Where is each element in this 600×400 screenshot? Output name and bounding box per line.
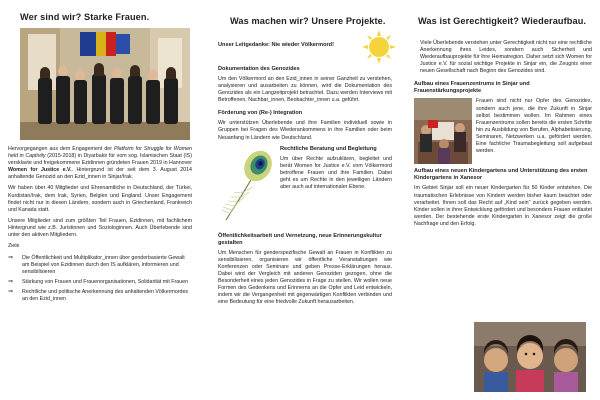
column-justice [400,0,600,400]
peacock-feather-icon [218,146,278,224]
section-documentation-text: Um den Völkermord an den Ezid_innen in seiner Ganzheit zu verstehen, analysieren und ausarbeiten zu können, wird die Dokumentation des Genozides als ein Langzeitprojekt betrachtet. Dazu werden Interviews mit Betroffenen, Nachbar_innen, Beobachter_innen u.a. geführt. [218,76,392,104]
women-center-photo [414,98,472,164]
members-paragraph: Wir haben über 40 Mitglieder und Ehrenamtliche in Deutschland, der Türkei, Kurdistan/Irak, dem Irak, Syrien, Belgien und England. Unser Engagement findet nicht nur in diesen Ländern, sondern auch in Griechenland, Frankreich und Kanada statt. [8,185,192,213]
arrow-right-icon: ⇒ [8,279,14,286]
heading-projects: Was machen wir? Unsere Projekte. [230,16,386,26]
members-background-paragraph: Unsere Mitglieder sind zum größten Teil Frauen, Ezidinnen, mit fachlichem Hintergrund wie z.B. Juristinnen und Soziologinnen. Auch Überlebende sind unter den aktiven Mitgliedern. [8,217,192,239]
section-women-center-text: Frauen sind nicht nur Opfer des Genozides, sondern auch jene, die ihre Zukunft in Sinjar selbst bestimmen wollen. Im Rahmen eines Frauenzentrums sollen bereits die ersten Schritte hin zu Ausbildung von Berufen, Alphabetisierung, Seminaren, Netzwerken u.a. gefördert werden. Eine fachliche Traumabegleitung soll aufgebaut werden. [476,98,592,155]
section-publicity-text: Um Menschen für genderspezifische Gewalt an Frauen in Konflikten zu sensibilisieren, organisieren wir öffentliche Veranstaltungen wie Konferenzen oder Seminare und geben Presse-Erklärungen heraus. Dabei wird der Vergleich mit anderen Genoziden gezogen, ohne die Besonderheit eines jeden Genozides in Frage zu stellen. Wir wollen neue Formen des Gedenkens und Erinnerns an die Opfer und Leid entwickeln, indem wir die Vergangenheit mit gegenwärtigen Konflikten verbinden und eine Bedeutung für eine friedvolle Zukunft herausarbeiten. [218,249,392,306]
goal-item: ⇒ Stärkung von Frauen und Frauenorganisationen, Solidarität mit Frauen [8,279,189,286]
group-photo [20,28,190,140]
goal-item: ⇒ Die Öffentlichkeit und Multiplikator_innen über genderbasierte Gewalt am Beispiel von Ezidinnen durch den IS aufklären, informieren und sensibilisieren [8,255,185,276]
column-who-we-are [0,0,200,400]
arrow-right-icon: ⇒ [8,289,14,296]
column-projects [200,0,400,400]
children-photo [474,322,586,392]
section-publicity-title: Öffentlichkeitsarbeit und Vernetzung, neue Erinnerungskultur gestalten [218,232,382,246]
section-documentation-title: Dokumentation des Genozides [218,66,300,72]
section-kindergarten-text: Im Gebiet Sinjar soll ein neuer Kindergarten für 50 Kinder entstehen. Die traumatischen Erlebnisse von Kindern werden bisher kaum beachtet oder verarbeitet. Ihnen soll das Recht auf „Kind sein" zurück gegeben werden. Kinder sollen in ihrer Entwicklung gefördert und besonders Frauen entlastet werden. Der bestehende erste Kindergarten in Xanesor zeigt die große Nachfrage und den Erfolg. [414,185,592,227]
section-integration-title: Förderung von (Re-) Integration [218,110,303,117]
motto: Unser Leitgedanke: Nie wieder Völkermord! [218,42,334,48]
section-women-center-title: Aufbau eines Frauenzentrums in Sinjar und Frauenstärkungsprojekte [414,81,530,95]
section-legal-title: Rechtliche Beratung und Begleitung [280,145,377,152]
intro-paragraph: Hervorgegangen aus dem Engagement der Platform for Struggle for Women held in Captivity (2015-2018) in Diyarbakir für vom sog. Islamischen Staat (IS) versklavte und freigekommene Ezidinnen gründeten Frauen 2019 in Hannover Women for Justice e.V.. Hintergrund ist der seit dem 3. August 2014 anhaltende Genozid an den Ezid_innen in Sinjar/Irak. [8,146,193,181]
heading-justice: Was ist Gerechtigkeit? Wiederaufbau. [418,16,587,26]
section-integration-text: Wir unterstützen Überlebende und ihre Familien individuell sowie in Gruppen bei Fragen des Wiederankommens in ihre Familien oder beim Neuanfang in Ländern wie Deutschland. [218,120,392,141]
heading-who-we-are: Wer sind wir? Starke Frauen. [20,12,150,22]
section-legal-text: Um über Rechte aufzuklären, begleitet und berät Women for Justice e.V. vom Völkermord betroffene Frauen und ihre Familien. Dabei geht es um Rechte in den jeweiligen Ländern aber auch auf internationaler Ebene. [280,155,392,191]
justice-intro: Viele Überlebende verstehen unter Gerechtigkeit nicht nur eine rechtliche Anerkennung ihres Leides, sondern auch Sicherheit und Wiederaufbauprojekte für ihre Heimatregion. Daher setzt sich Women for Justice e.V. für sozial wichtige Projekte in Sinjar ein, die Zeugnis einer neuen Gesellschaft nach Beginn des Genozides sind. [420,40,592,75]
arrow-right-icon: ⇒ [8,255,14,262]
section-kindergarten-title: Aufbau eines neuen Kindergartens und Unterstützung des ersten Kindergartens in Xanesor [414,168,588,182]
goal-item: ⇒ Rechtliche und politische Anerkennung des anhaltenden Völkermordes an den Ezid_innen [8,289,189,303]
sun-icon [362,30,396,64]
goals-label: Ziele [8,243,20,250]
